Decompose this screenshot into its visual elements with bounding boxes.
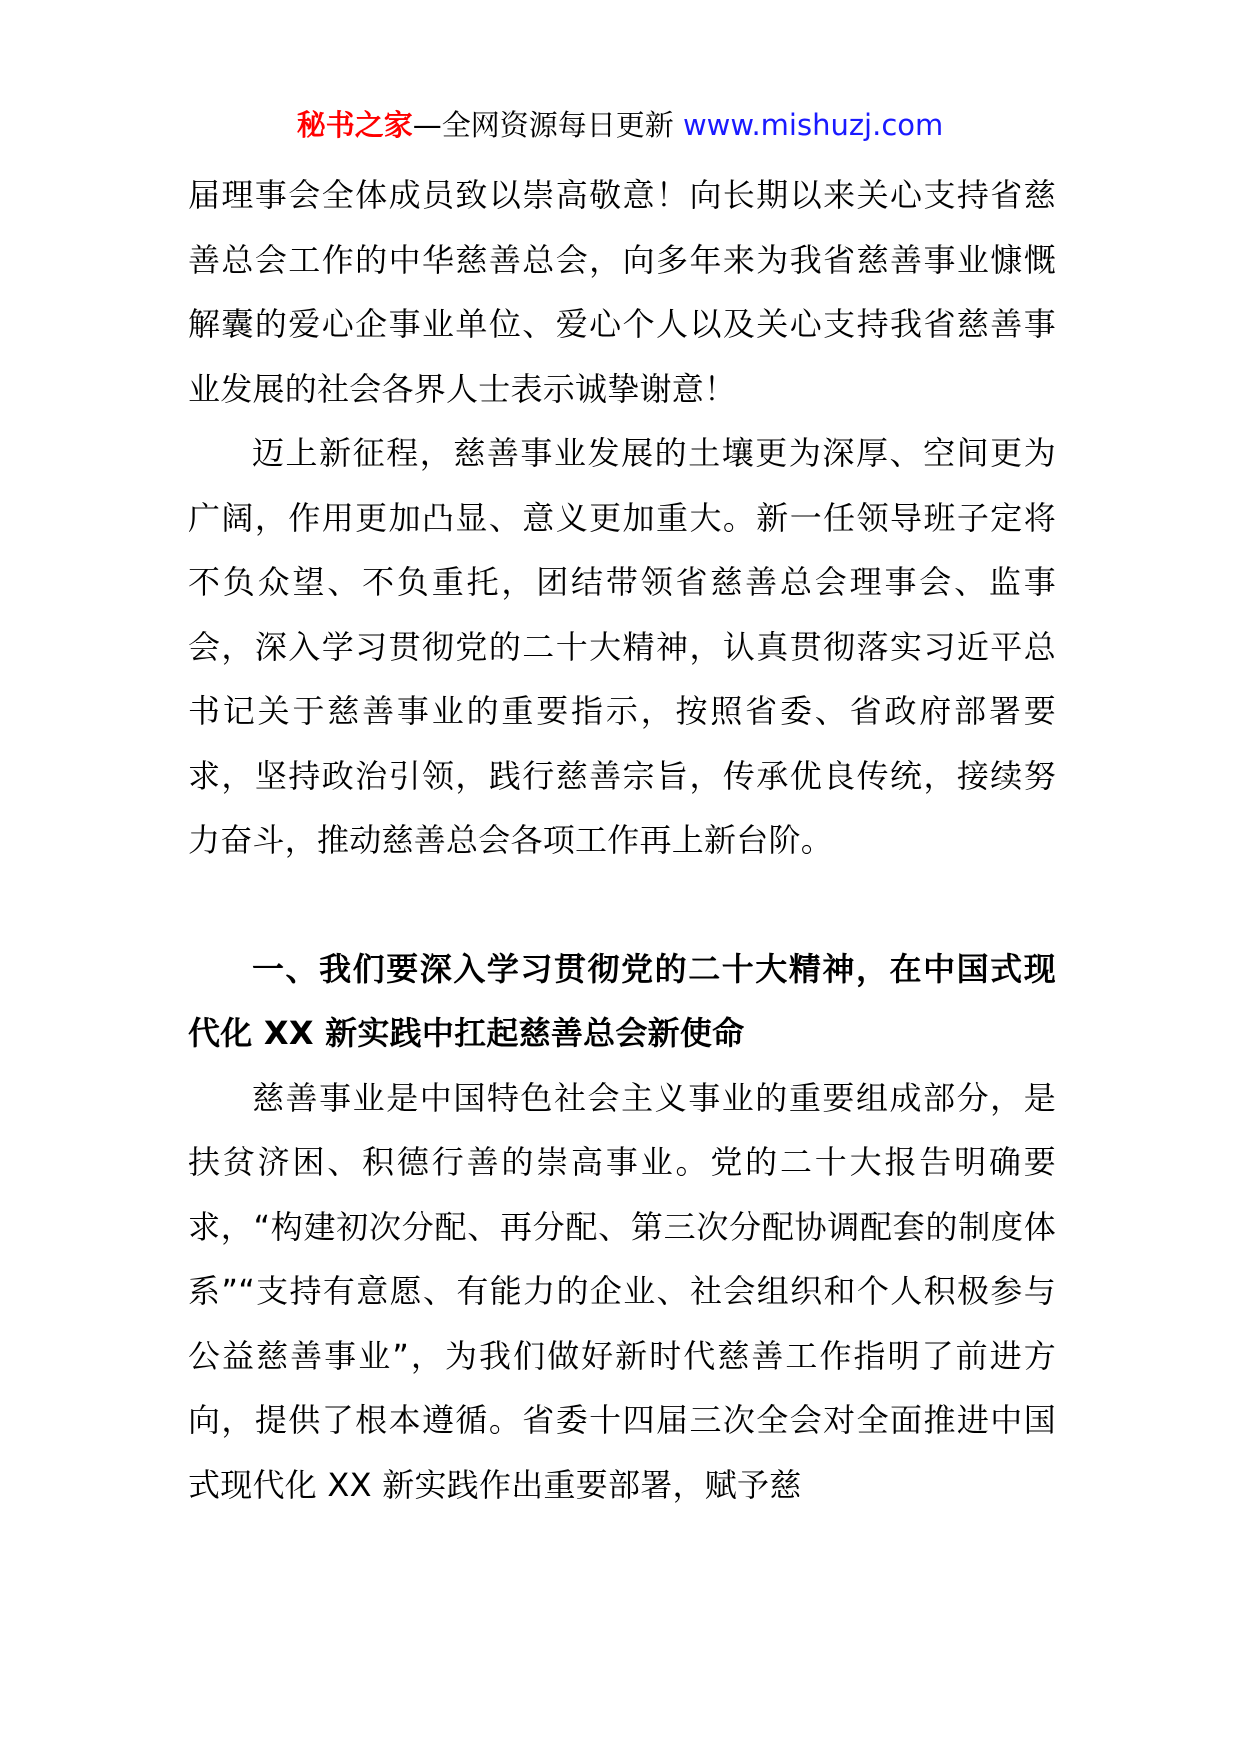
- paragraph: 迈上新征程，慈善事业发展的土壤更为深厚、空间更为广阔，作用更加凸显、意义更加重大。新一任领导班子定将不负众望、不负重托，团结带领省慈善总会理事会、监事会，深入学习贯彻党的二十大精神，认真贯彻落实习近平总书记关于慈善事业的重要指示，按照省委、省政府部署要求，坚持政治引领，践行慈善宗旨，传承优良传统，接续努力奋斗，推动慈善总会各项工作再上新台阶。: [188, 434, 1056, 859]
- paragraph: 慈善事业是中国特色社会主义事业的重要组成部分，是扶贫济困、积德行善的崇高事业。党的二十大报告明确要求，“构建初次分配、再分配、第三次分配协调配套的制度体系”“支持有意愿、有能力的企业、社会组织和个人积极参与公益慈善事业”，为我们做好新时代慈善工作指明了前进方向，提供了根本遵循。省委十四届三次全会对全面推进中国式现代化 XX 新实践作出重要部署，赋予慈: [188, 1078, 1056, 1504]
- section-heading: 一、我们要深入学习贯彻党的二十大精神，在中国式现代化 XX 新实践中扛起慈善总会新使命: [188, 949, 1056, 1052]
- paragraph-continued: 届理事会全体成员致以崇高敬意！向长期以来关心支持省慈善总会工作的中华慈善总会，向多年来为我省慈善事业慷慨解囊的爱心企事业单位、爱心个人以及关心支持我省慈善事业发展的社会各界人士表示诚挚谢意！: [188, 176, 1056, 408]
- site-tagline: —全网资源每日更新: [412, 108, 674, 142]
- site-header: [0, 100, 1240, 150]
- site-brand: 秘书之家: [296, 108, 413, 142]
- site-url-link[interactable]: www.mishuzj.com: [682, 108, 944, 142]
- document-body: [188, 163, 1056, 1517]
